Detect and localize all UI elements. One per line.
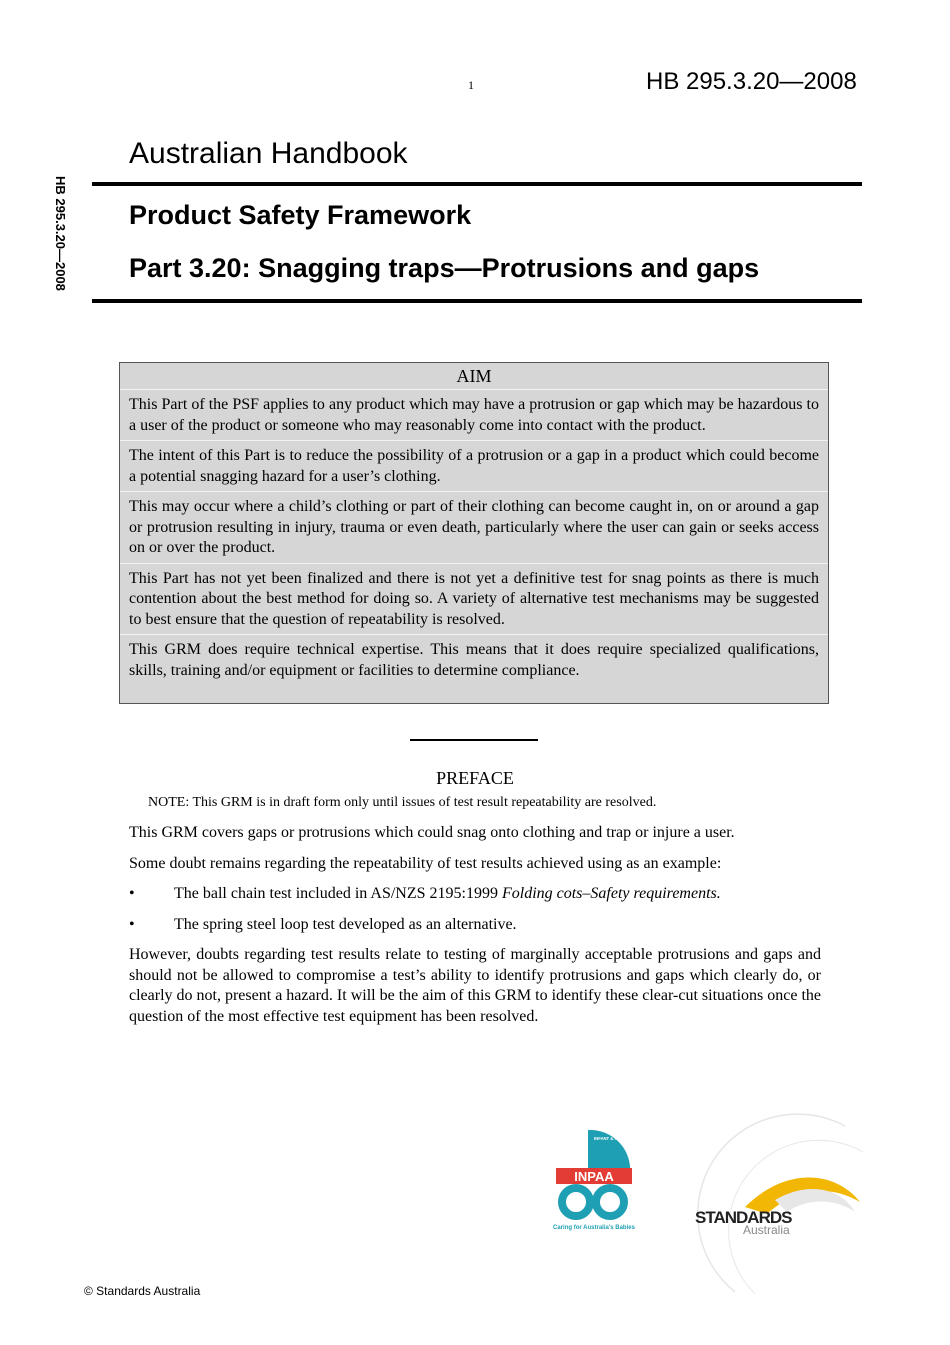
preface-paragraph-3: However, doubts regarding test results relate to testing of marginally acceptable protrusions and gaps and should not be allowed to compromise a test’s ability to identify protrusions and gaps which clearly do, or clearly do not, present a hazard. It will be the aim of this GRM to identify these clear-cut situations once the question of the most effective test equipment has been resolved.: [129, 946, 821, 1025]
aim-paragraph-4: This Part has not yet been finalized and there is not yet a definitive test for snag points as there is much contention about the best method for doing so. A variety of alternative test mechanisms may be suggested to best ensure that the question of repeatability is resolved.: [120, 563, 828, 635]
preface-body: [129, 823, 821, 1037]
title-rule-top: [92, 182, 862, 186]
standard-title: Folding cots–Safety requirements.: [501, 885, 721, 902]
australia-word: Australia: [743, 1223, 790, 1237]
preface-paragraph-2: Some doubt remains regarding the repeatability of test results achieved using as an example:: [129, 854, 722, 872]
handbook-title: Australian Handbook: [129, 137, 408, 170]
framework-title: Product Safety Framework: [129, 200, 472, 230]
preface-heading: PREFACE: [436, 768, 514, 788]
bullet-icon: •: [129, 885, 135, 902]
standards-word: STANDARDS: [695, 1208, 792, 1227]
document-number: HB 295.3.20—2008: [646, 68, 857, 95]
bullet-text: The spring steel loop test developed as an alternative.: [174, 915, 517, 933]
section-divider: [410, 739, 538, 741]
aim-box: [119, 362, 829, 704]
copyright-notice: © Standards Australia: [84, 1284, 201, 1298]
inpaa-header-text: INFANT & NURSERY PRODUCTS ASSOCIATION OF AUSTRALIA: [594, 1136, 722, 1141]
part-title: Part 3.20: Snagging traps—Protrusions and gaps: [129, 253, 760, 283]
bullet-icon: •: [129, 915, 135, 933]
preface-paragraph-1: This GRM covers gaps or protrusions which could snag onto clothing and trap or injure a user.: [129, 824, 735, 841]
page-number: 1: [468, 78, 474, 92]
preface-note: NOTE: This GRM is in draft form only until issues of test result repeatability are resolved.: [148, 795, 657, 810]
inpaa-text: INPAA: [574, 1169, 614, 1184]
pram-icon: [550, 1128, 722, 1234]
aim-paragraph-2: The intent of this Part is to reduce the possibility of a protrusion or a gap in a product which could become a potential snagging hazard for a user’s clothing.: [120, 440, 828, 491]
list-item: [129, 884, 821, 905]
aim-paragraph-5: This GRM does require technical expertise. This means that it does require specialized qualifications, skills, training and/or equipment or facilities to determine compliance.: [120, 634, 828, 685]
standards-swoosh-icon: [695, 1122, 865, 1297]
standards-australia-logo: [695, 1122, 865, 1297]
aim-paragraph-3: This may occur where a child’s clothing or part of their clothing can become caught in, on or around a gap or protrusion resulting in injury, trauma or even death, particularly where the user can gain or seeks access on or over the product.: [120, 491, 828, 563]
side-document-number: HB 295.3.20—2008: [53, 176, 68, 291]
inpaa-logo: [550, 1128, 722, 1234]
inpaa-tagline: Caring for Australia's Babies: [553, 1225, 635, 1231]
title-rule-bottom: [92, 299, 862, 303]
aim-paragraph-1: This Part of the PSF applies to any product which may have a protrusion or gap which may be hazardous to a user of the product or someone who may reasonably come into contact with the product.: [120, 389, 828, 440]
list-item: [129, 915, 821, 936]
bullet-text: The ball chain test included in AS/NZS 2195:1999: [174, 885, 502, 902]
aim-heading: AIM: [456, 366, 492, 386]
